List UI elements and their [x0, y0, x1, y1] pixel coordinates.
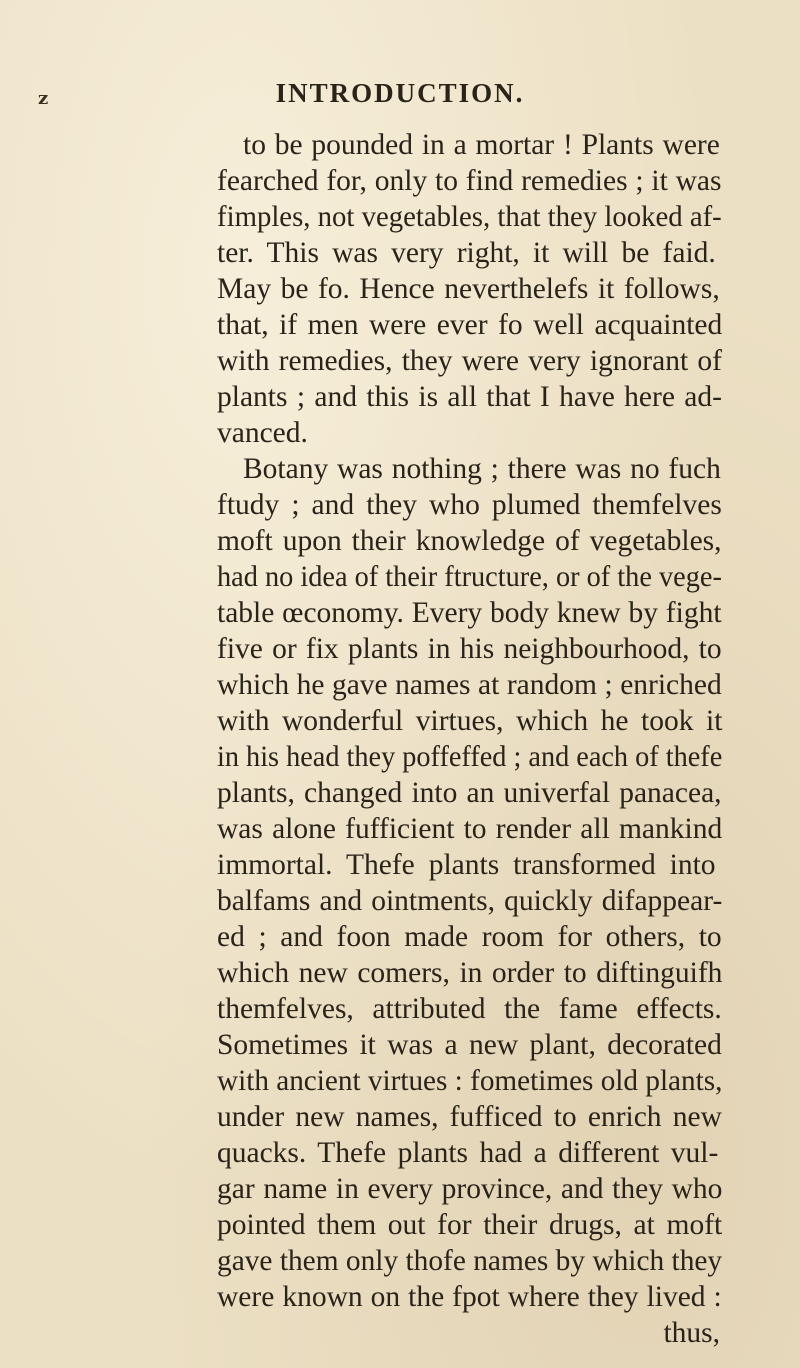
- text-line: fearched for, only to find remedies ; it was: [217, 165, 722, 197]
- text-line: was alone fufficient to render all mankind: [217, 813, 723, 845]
- text-line: with wonderful virtues, which he took it: [217, 705, 723, 737]
- text-line: themfelves, attributed the fame effects.: [217, 993, 722, 1025]
- text-line: with remedies, they were very ignorant of: [217, 345, 722, 377]
- text-line: Botany was nothing ; there was no fuch: [243, 453, 721, 485]
- text-line: gave them only thofe names by which they: [217, 1245, 723, 1277]
- text-line: in his head they poffeffed ; and each of thefe: [217, 741, 723, 773]
- text-line: under new names, fufficed to enrich new: [217, 1101, 722, 1133]
- page-mark: z: [38, 88, 49, 109]
- text-line: May be fo. Hence neverthelefs it follows,: [217, 273, 720, 305]
- text-line: ftudy ; and they who plumed themfelves: [217, 489, 722, 521]
- text-line: pointed them out for their drugs, at moft: [217, 1209, 723, 1241]
- text-line: had no idea of their ftructure, or of the vege-: [217, 561, 722, 593]
- text-line: that, if men were ever fo well acquainted: [217, 309, 723, 341]
- text-line: quacks. Thefe plants had a different vul-: [217, 1137, 719, 1169]
- text-line: vanced.: [217, 417, 308, 449]
- text-line: moft upon their knowledge of vegetables,: [217, 525, 722, 557]
- text-line: Sometimes it was a new plant, decorated: [217, 1029, 722, 1061]
- text-line: balfams and ointments, quickly difappear-: [217, 885, 723, 917]
- text-line: table œconomy. Every body knew by fight: [217, 597, 722, 629]
- text-line: plants ; and this is all that I have here ad-: [217, 381, 722, 413]
- text-line: which new comers, in order to diftinguifh: [217, 957, 723, 989]
- text-line: ter. This was very right, it will be faid.: [217, 237, 716, 269]
- running-head: INTRODUCTION.: [275, 78, 525, 108]
- text-line: immortal. Thefe plants transformed into: [217, 849, 716, 881]
- text-line: to be pounded in a mortar ! Plants were: [243, 129, 720, 161]
- text-line: gar name in every province, and they who: [217, 1173, 723, 1205]
- text-line: were known on the fpot where they lived :: [217, 1281, 722, 1313]
- text-line: five or fix plants in his neighbourhood, to: [217, 633, 722, 665]
- catchword: thus,: [663, 1317, 720, 1349]
- text-line: fimples, not vegetables, that they looked af-: [217, 201, 722, 233]
- text-line: which he gave names at random ; enriched: [217, 669, 722, 701]
- text-line: with ancient virtues : fometimes old plants,: [217, 1065, 723, 1097]
- text-line: plants, changed into an univerfal panacea,: [217, 777, 722, 809]
- text-line: ed ; and foon made room for others, to: [217, 921, 722, 953]
